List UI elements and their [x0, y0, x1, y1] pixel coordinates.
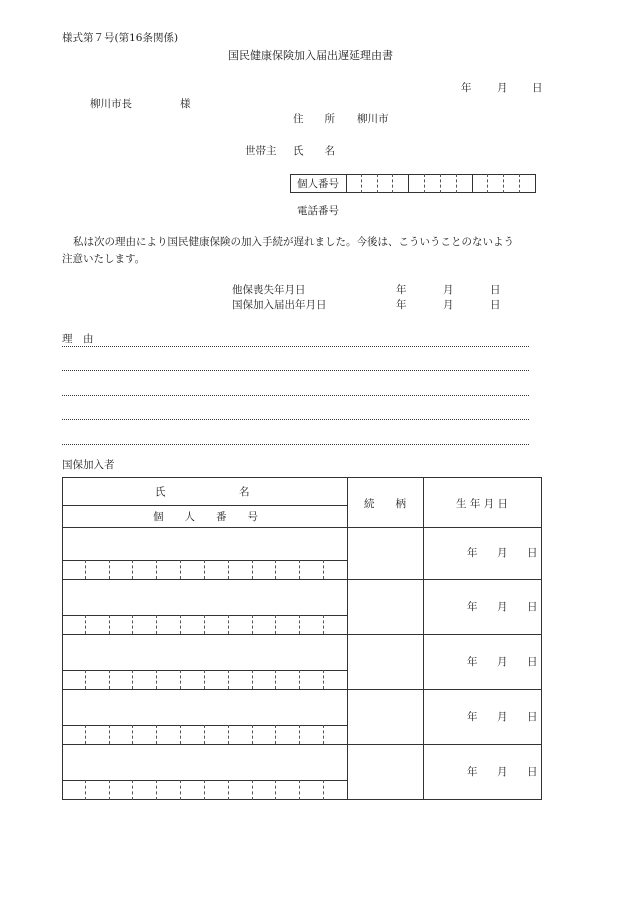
column-header-number: 個 人 番 号 [153, 511, 258, 523]
reason-line[interactable] [62, 346, 529, 347]
personal-number-digits[interactable] [346, 174, 536, 193]
row-birth-year: 年 [467, 547, 478, 559]
table-header-divider [62, 505, 347, 506]
row-birth-day: 日 [527, 547, 538, 559]
join-date-month: 月 [443, 299, 454, 311]
row-birth-year: 年 [467, 766, 478, 778]
row-bottom [62, 634, 542, 635]
loss-date-year: 年 [396, 284, 407, 296]
row-birth-day: 日 [527, 711, 538, 723]
personal-number-label: 個人番号 [297, 178, 339, 190]
join-date-day: 日 [490, 299, 501, 311]
document-title: 国民健康保険加入届出遅延理由書 [228, 49, 393, 62]
row-birth-year: 年 [467, 601, 478, 613]
row-personal-number-digits[interactable] [62, 780, 347, 800]
row-birth-month: 月 [497, 547, 508, 559]
table-col-divider [423, 477, 424, 800]
date-month-label: 月 [497, 82, 508, 94]
statement-line-2: 注意いたします。 [62, 253, 146, 265]
join-date-year: 年 [396, 299, 407, 311]
date-year-label: 年 [461, 82, 472, 94]
head-label: 世帯主 [245, 145, 277, 157]
loss-date-day: 日 [490, 284, 501, 296]
addressee-suffix: 様 [180, 98, 191, 110]
row-personal-number-digits[interactable] [62, 615, 347, 634]
row-birth-year: 年 [467, 711, 478, 723]
row-personal-number-digits[interactable] [62, 725, 347, 744]
reason-line[interactable] [62, 444, 529, 445]
table-header-bottom [62, 527, 542, 528]
column-header-relation: 続 柄 [364, 498, 406, 510]
address-value[interactable]: 柳川市 [357, 113, 389, 125]
addressee: 柳川市長 [90, 98, 132, 110]
join-date-label: 国保加入届出年月日 [232, 299, 327, 311]
reason-line[interactable] [62, 370, 529, 371]
column-header-birth: 生 年 月 日 [456, 498, 509, 510]
date-day-label: 日 [532, 82, 543, 94]
row-birth-month: 月 [497, 656, 508, 668]
loss-date-label: 他保喪失年月日 [232, 284, 306, 296]
row-birth-year: 年 [467, 656, 478, 668]
row-bottom [62, 689, 542, 690]
phone-label: 電話番号 [297, 205, 339, 217]
row-bottom [62, 579, 542, 580]
reason-line[interactable] [62, 395, 529, 396]
statement-line-1: 私は次の理由により国民健康保険の加入手続が遅れました。今後は、こういうことのないよう [73, 236, 514, 248]
row-personal-number-digits[interactable] [62, 560, 347, 579]
table-col-divider [347, 477, 348, 800]
row-bottom [62, 744, 542, 745]
row-birth-day: 日 [527, 601, 538, 613]
row-birth-month: 月 [497, 601, 508, 613]
name-label: 氏 名 [293, 145, 335, 157]
reason-line[interactable] [62, 419, 529, 420]
row-birth-month: 月 [497, 711, 508, 723]
column-header-name: 氏 名 [155, 486, 250, 498]
loss-date-month: 月 [443, 284, 454, 296]
members-section-label: 国保加入者 [62, 459, 115, 471]
reason-label: 理 由 [62, 333, 94, 345]
address-label: 住 所 [293, 113, 335, 125]
row-birth-month: 月 [497, 766, 508, 778]
row-personal-number-digits[interactable] [62, 670, 347, 689]
row-birth-day: 日 [527, 656, 538, 668]
form-id: 様式第７号(第16条関係) [62, 32, 179, 44]
members-table [62, 477, 542, 800]
row-birth-day: 日 [527, 766, 538, 778]
